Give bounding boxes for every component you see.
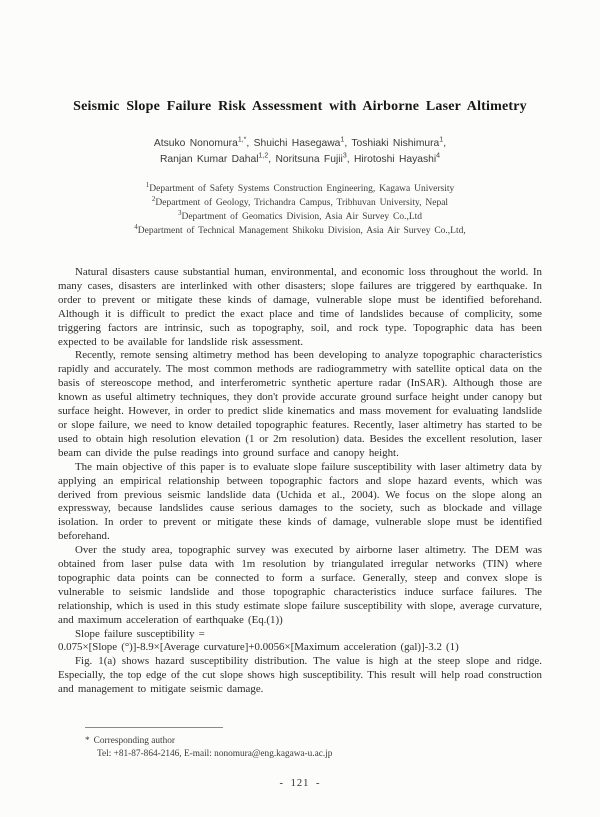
affiliation-superscript: 4 xyxy=(134,222,138,231)
affiliation-text: Department of Safety Systems Construction Engineering, Kagawa University xyxy=(149,184,455,194)
author-superscript: 3 xyxy=(342,152,347,160)
affiliation xyxy=(58,182,542,196)
author xyxy=(160,154,276,165)
paper-body xyxy=(58,266,542,697)
author xyxy=(254,138,352,149)
footnote-marker: * xyxy=(85,736,90,746)
affiliation xyxy=(58,224,542,238)
footnote-contact: Tel: +81-87-864-2146, E-mail: nonomura@eng.kagawa-u.ac.jp xyxy=(97,749,333,759)
affiliation-text: Department of Geomatics Division, Asia Air Survey Co.,Ltd xyxy=(181,212,423,222)
footnote xyxy=(58,727,542,761)
author-superscript: 4 xyxy=(436,152,441,160)
affiliation xyxy=(58,196,542,210)
author-separator: , xyxy=(443,138,447,149)
affiliation-text: Department of Geology, Trichandra Campus, Tribhuvan University, Nepal xyxy=(155,198,449,208)
author xyxy=(154,138,254,149)
body-paragraph: Fig. 1(a) shows hazard susceptibility distribution. The value is high at the steep slope and ridge. Especially, the top edge of the cut slope shows high susceptibility. This result will help road construction and management to mitigate seismic damage. xyxy=(58,655,542,696)
footnote-text: Corresponding author xyxy=(93,736,175,746)
footnote-divider xyxy=(85,727,223,728)
author-separator: , xyxy=(268,154,276,165)
footnote-corresponding-author xyxy=(58,735,542,748)
author-name: Toshiaki Nishimura xyxy=(351,138,440,149)
affiliation-text: Department of Technical Management Shikoku Division, Asia Air Survey Co.,Ltd, xyxy=(137,226,466,236)
body-paragraph: Over the study area, topographic survey was executed by airborne laser altimetry. The DEM was obtained from laser pulse data with 1m resolution by triangulated irregular networks (TIN) where topographic data points can be connected to form a surface. Generally, steep and convex slope is vulnerable to seismic landslide and those topographic characteristics induce surface failures. The relationship, which is used in this study estimate slope failure susceptibility with slope, average curvature, and maximum acceleration of earthquake (Eq.(1)) xyxy=(58,544,542,626)
page-number: - 121 - xyxy=(279,778,321,789)
author-list xyxy=(58,136,542,168)
author xyxy=(354,154,440,165)
author-name: Shuichi Hasegawa xyxy=(253,138,341,149)
author-superscript: 1,2 xyxy=(258,152,269,160)
affiliation xyxy=(58,210,542,224)
author-separator: , xyxy=(346,154,354,165)
author-superscript: 1 xyxy=(439,136,444,144)
body-paragraph: Natural disasters cause substantial human, environmental, and economic loss throughout the world. In many cases, disasters are interlinked with other disasters; slope failures are triggered by earthquake. In order to prevent or mitigate these kinds of damage, vulnerable slope must be identified beforehand. Although it is difficult to predict the exact place and time of landslides because of complicity, some triggering factors are intrinsic, such as topography, soil, and rock type. Topographic data has been expected to be available for landslide risk assessment. xyxy=(58,266,542,348)
author-separator: , xyxy=(344,138,352,149)
author-name: Hirotoshi Hayashi xyxy=(353,154,437,165)
author-line-1 xyxy=(58,136,542,152)
author-line-2 xyxy=(58,152,542,168)
author-name: Noritsuna Fujii xyxy=(275,154,343,165)
affiliation-superscript: 2 xyxy=(151,194,156,203)
author xyxy=(351,138,446,149)
author-name: Atsuko Nonomura xyxy=(153,138,238,149)
affiliation-superscript: 3 xyxy=(177,208,182,217)
equation-formula: 0.075×[Slope (°)]-8.9×[Average curvature]+0.0056×[Maximum acceleration (gal)]-3.2 (1) xyxy=(58,641,459,654)
author xyxy=(276,154,354,165)
author-separator: , xyxy=(246,138,254,149)
author-superscript: 1,* xyxy=(237,136,247,144)
author-superscript: 1 xyxy=(340,136,345,144)
affiliation-superscript: 1 xyxy=(145,180,150,189)
affiliation-list xyxy=(58,182,542,238)
author-name: Ranjan Kumar Dahal xyxy=(159,154,259,165)
body-paragraph: The main objective of this paper is to evaluate slope failure susceptibility with laser altimetry data by applying an empirical relationship between topographic factors and slope hazard events, which was derived from previous seismic landslide data (Uchida et al., 2004). We focus on the slope along an expressway, because landslides cause serious damages to the society, such as blockade and village isolation. In order to prevent or mitigate these kinds of damage, vulnerable slope must be identified beforehand. xyxy=(58,460,542,543)
paper-title: Seismic Slope Failure Risk Assessment with Airborne Laser Altimetry xyxy=(73,99,527,114)
body-paragraph: Recently, remote sensing altimetry method has been developing to analyze topographic characteristics rapidly and accurately. The most common methods are radiogrammetry with satellite optical data on the basis of stereoscope method, and interferometric synthetic aperture radar (InSAR). Although those are known as useful altimetry techniques, they don't provide accurate ground surface height under canopy but surface height. However, in order to predict slide kinematics and mass movement for evaluating landslide or slope failure, we need to know detailed topographic features. Recently, laser altimetry has started to be used to obtain high resolution elevation (1 or 2m resolution) data. Besides the excellent resolution, laser beam can divide the pulse readings into ground surface and canopy height. xyxy=(58,349,542,459)
page-content xyxy=(58,0,542,697)
equation-lead: Slope failure susceptibility = xyxy=(75,627,205,640)
